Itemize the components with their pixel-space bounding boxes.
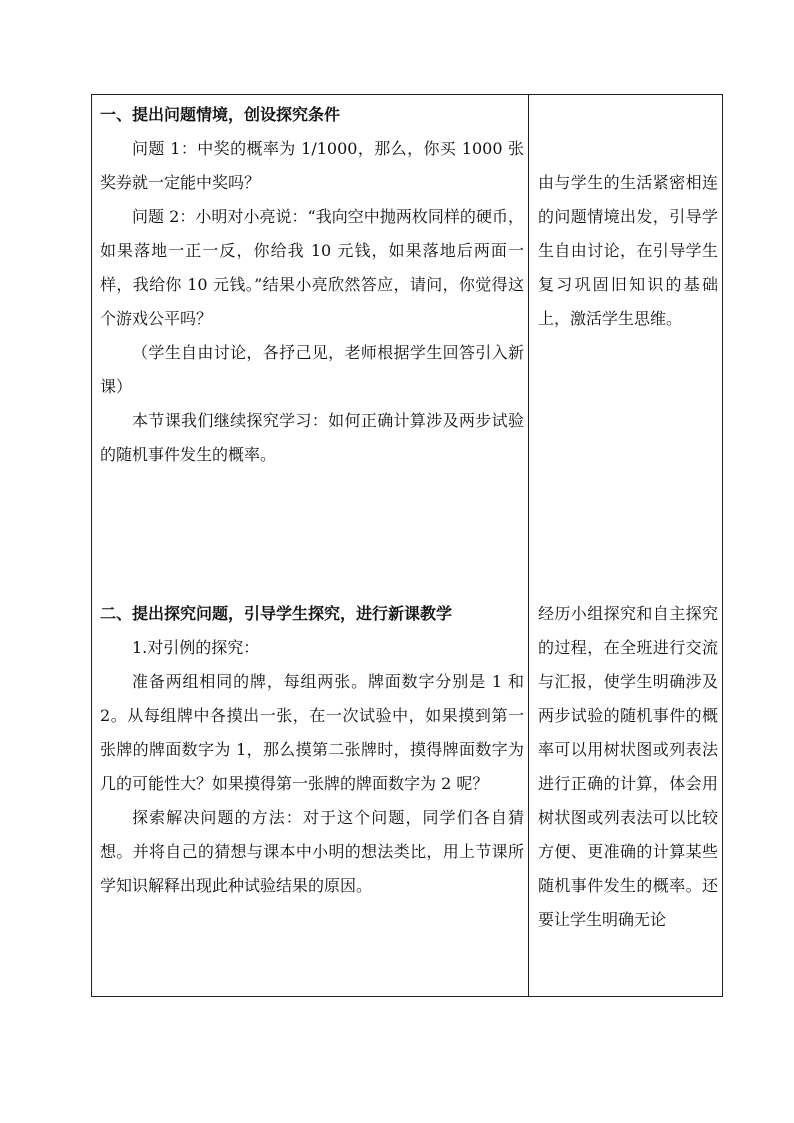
section1-question2: 问题 2：小明对小亮说：“我向空中抛两枚同样的硬币，如果落地一正一反，你给我 10 元钱，如果落地后两面一样，我给你 10 元钱。”结果小亮欣然答应，请问，你觉得这个游戏公平吗？ — [100, 207, 524, 328]
section2-card-problem: 准备两组相同的牌，每组两张。牌面数字分别是 1 和 2。从每组牌中各摸出一张，在一次试验中，如果摸到第一张牌的牌面数字为 1，那么摸第二张牌时，摸得牌面数字为几的可能性大？如果摸得第一张牌的牌面数字为 2 呢？ — [100, 672, 524, 793]
column-divider — [528, 95, 529, 996]
section1-design-note — [538, 166, 718, 336]
section1-note-text: 由与学生的生活紧密相连的问题情境出发，引导学生自由讨论，在引导学生复习巩固旧知识的基础上，激活学生思维。 — [538, 173, 718, 328]
section2-design-note — [538, 597, 718, 937]
section2-content — [100, 597, 524, 903]
section1-lesson-intro: 本节课我们继续探究学习：如何正确计算涉及两步试验的随机事件发生的概率。 — [100, 411, 524, 464]
section2-note-text: 经历小组探究和自主探究的过程，在全班进行交流与汇报，使学生明确涉及两步试验的随机事件的概率可以用树状图或列表法进行正确的计算，体会用树状图或列表法可以比较方便、更准确的计算某些随机事件发生的概率。还要让学生明确无论 — [538, 604, 718, 929]
section2-method: 探索解决问题的方法：对于这个问题，同学们各自猜想。并将自己的猜想与课本中小明的想法类比，用上节课所学知识解释出现此种试验结果的原因。 — [100, 808, 524, 895]
section2-heading: 二、提出探究问题，引导学生探究，进行新课教学 — [100, 604, 453, 623]
lesson-plan-table — [91, 94, 723, 997]
section1-content — [100, 98, 524, 472]
section1-question1: 问题 1：中奖的概率为 1/1000，那么，你买 1000 张奖券就一定能中奖吗？ — [100, 139, 524, 192]
section2-subheading: 1.对引例的探究： — [132, 638, 260, 657]
section1-discussion-note: （学生自由讨论，各抒己见，老师根据学生回答引入新课） — [100, 343, 524, 396]
section1-heading: 一、提出问题情境，创设探究条件 — [100, 105, 341, 124]
